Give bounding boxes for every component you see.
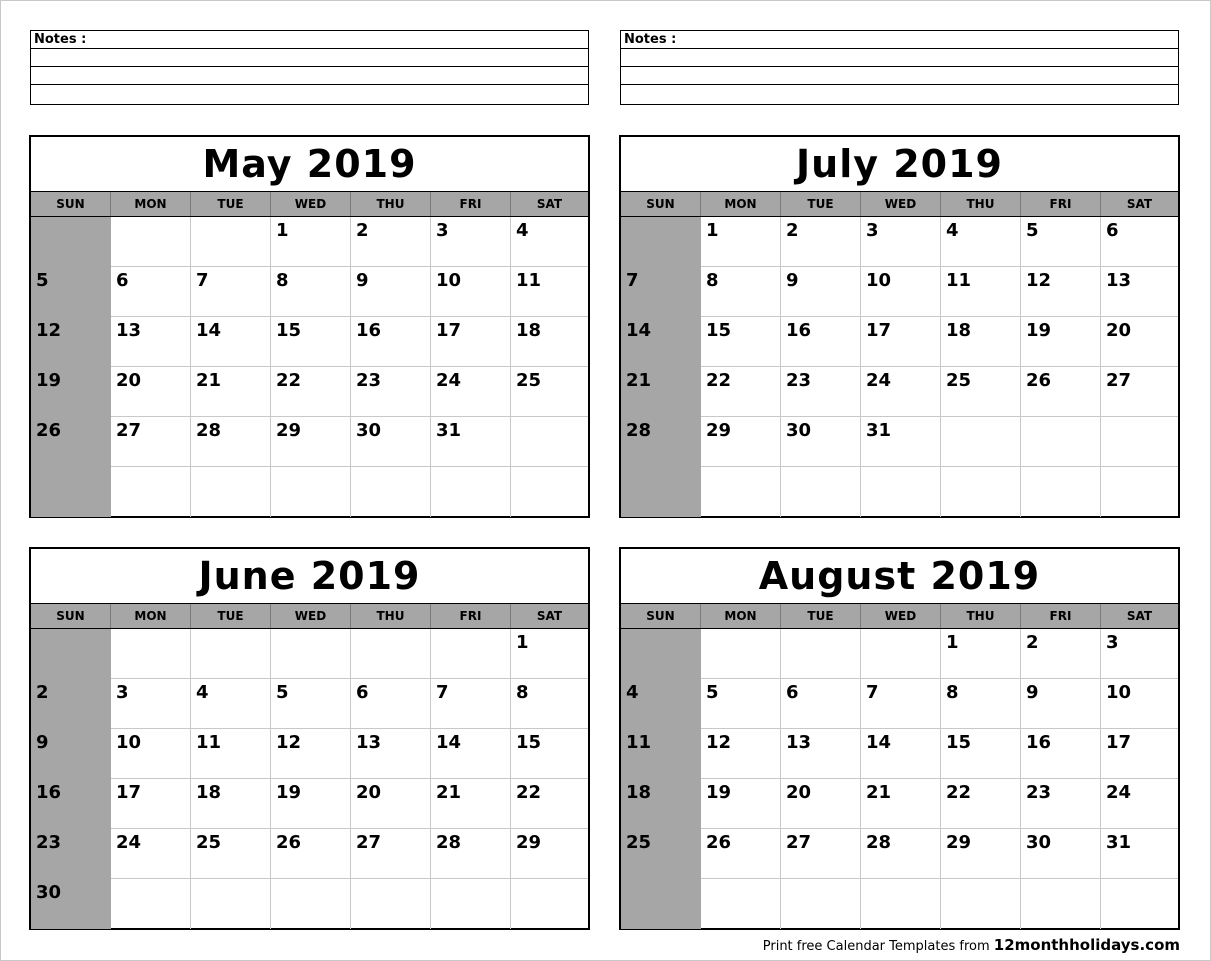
weekday-label: TUE: [781, 604, 861, 628]
weekday-label: MON: [111, 192, 191, 216]
weekday-label: FRI: [1021, 192, 1101, 216]
day-cell: 1: [511, 629, 588, 679]
day-cell: [191, 629, 271, 679]
day-cell: 10: [1101, 679, 1178, 729]
day-cell: [111, 879, 191, 929]
calendar-title: June 2019: [31, 549, 588, 604]
weekday-label: MON: [701, 192, 781, 216]
day-cell: 28: [431, 829, 511, 879]
day-cell: 11: [621, 729, 701, 779]
day-cell: 26: [1021, 367, 1101, 417]
day-cell: 15: [941, 729, 1021, 779]
day-cell: 3: [861, 217, 941, 267]
day-cell: 4: [941, 217, 1021, 267]
day-cell: 14: [861, 729, 941, 779]
day-cell: 19: [1021, 317, 1101, 367]
day-cell: [1101, 879, 1178, 929]
day-cell: 4: [511, 217, 588, 267]
calendar-june: [29, 547, 590, 930]
notes-line: [31, 85, 588, 103]
day-cell: [111, 217, 191, 267]
day-cell: 6: [111, 267, 191, 317]
day-cell: 13: [351, 729, 431, 779]
day-cell: 30: [31, 879, 111, 929]
calendar-may: [29, 135, 590, 518]
day-cell: 16: [31, 779, 111, 829]
day-cell: [1101, 467, 1178, 517]
footer-text: Print free Calendar Templates from: [762, 939, 990, 954]
day-cell: 19: [271, 779, 351, 829]
day-cell: 4: [621, 679, 701, 729]
day-cell: 1: [941, 629, 1021, 679]
day-cell: 13: [781, 729, 861, 779]
day-cell: 1: [271, 217, 351, 267]
day-cell: 16: [1021, 729, 1101, 779]
day-cell: 12: [701, 729, 781, 779]
weekday-label: SAT: [1126, 609, 1153, 623]
day-cell: 4: [191, 679, 271, 729]
calendar-title: August 2019: [621, 549, 1178, 604]
day-cell: 21: [621, 367, 701, 417]
day-cell: 26: [271, 829, 351, 879]
weekday-header: [31, 192, 588, 217]
weekday-label: THU: [941, 604, 1021, 628]
day-cell: [271, 629, 351, 679]
day-cell: [1021, 879, 1101, 929]
day-cell: 26: [701, 829, 781, 879]
day-cell: [191, 879, 271, 929]
day-grid: [31, 629, 588, 929]
weekday-label: TUE: [191, 604, 271, 628]
day-cell: 29: [701, 417, 781, 467]
day-cell: 28: [191, 417, 271, 467]
notes-box-left: [30, 30, 589, 105]
day-cell: [431, 629, 511, 679]
day-cell: 22: [271, 367, 351, 417]
day-cell: 30: [1021, 829, 1101, 879]
day-cell: 25: [941, 367, 1021, 417]
day-cell: [781, 879, 861, 929]
day-cell: 9: [1021, 679, 1101, 729]
weekday-header: [621, 192, 1178, 217]
day-cell: 6: [781, 679, 861, 729]
day-cell: 31: [431, 417, 511, 467]
weekday-label: WED: [271, 192, 351, 216]
day-cell: 15: [271, 317, 351, 367]
day-cell: 10: [431, 267, 511, 317]
day-cell: 3: [431, 217, 511, 267]
day-cell: [941, 467, 1021, 517]
day-cell: 18: [191, 779, 271, 829]
day-cell: 6: [351, 679, 431, 729]
weekday-label: THU: [351, 192, 431, 216]
day-cell: 2: [781, 217, 861, 267]
day-cell: 18: [511, 317, 588, 367]
day-cell: 29: [511, 829, 588, 879]
day-cell: 8: [271, 267, 351, 317]
day-cell: 25: [511, 367, 588, 417]
day-cell: [111, 629, 191, 679]
day-cell: 23: [1021, 779, 1101, 829]
day-cell: 5: [1021, 217, 1101, 267]
day-cell: [861, 467, 941, 517]
day-cell: 7: [621, 267, 701, 317]
day-cell: 8: [701, 267, 781, 317]
day-cell: 24: [1101, 779, 1178, 829]
day-cell: 31: [1101, 829, 1178, 879]
notes-line: [621, 85, 1178, 103]
day-cell: [511, 467, 588, 517]
day-cell: 16: [781, 317, 861, 367]
weekday-label: THU: [941, 192, 1021, 216]
day-cell: 14: [191, 317, 271, 367]
weekday-header: [621, 604, 1178, 629]
day-cell: 9: [781, 267, 861, 317]
notes-line: [31, 49, 588, 67]
day-cell: 24: [111, 829, 191, 879]
day-cell: [31, 217, 111, 267]
day-cell: 17: [111, 779, 191, 829]
day-cell: 24: [431, 367, 511, 417]
day-cell: 15: [701, 317, 781, 367]
weekday-label: WED: [861, 604, 941, 628]
day-cell: [351, 467, 431, 517]
calendar-july: [619, 135, 1180, 518]
weekday-label: WED: [861, 192, 941, 216]
day-cell: 1: [701, 217, 781, 267]
day-cell: [621, 467, 701, 517]
weekday-label: TUE: [781, 192, 861, 216]
day-cell: 20: [351, 779, 431, 829]
day-cell: 23: [351, 367, 431, 417]
day-cell: [701, 467, 781, 517]
day-cell: 16: [351, 317, 431, 367]
day-cell: 3: [1101, 629, 1178, 679]
day-cell: 5: [701, 679, 781, 729]
day-cell: 10: [111, 729, 191, 779]
day-cell: 20: [1101, 317, 1178, 367]
day-cell: [701, 629, 781, 679]
day-cell: [31, 629, 111, 679]
day-cell: 30: [781, 417, 861, 467]
day-cell: 22: [701, 367, 781, 417]
footer-credit: [763, 936, 1180, 954]
day-cell: 27: [351, 829, 431, 879]
weekday-label: THU: [351, 604, 431, 628]
day-cell: 28: [621, 417, 701, 467]
day-cell: 21: [431, 779, 511, 829]
day-cell: 18: [941, 317, 1021, 367]
day-cell: [351, 879, 431, 929]
weekday-label: SUN: [621, 604, 701, 628]
day-cell: 13: [111, 317, 191, 367]
weekday-label: SUN: [621, 192, 701, 216]
day-cell: 28: [861, 829, 941, 879]
weekday-label: TUE: [191, 192, 271, 216]
day-cell: [351, 629, 431, 679]
weekday-label: FRI: [431, 192, 511, 216]
weekday-label: SAT: [536, 197, 563, 211]
day-cell: 12: [271, 729, 351, 779]
day-cell: 5: [31, 267, 111, 317]
day-cell: 14: [621, 317, 701, 367]
notes-box-right: [620, 30, 1179, 105]
weekday-label: SAT: [536, 609, 563, 623]
day-cell: 20: [111, 367, 191, 417]
day-cell: [31, 467, 111, 517]
weekday-header: [31, 604, 588, 629]
day-cell: 9: [351, 267, 431, 317]
day-cell: 3: [111, 679, 191, 729]
day-cell: [1021, 417, 1101, 467]
day-cell: [621, 879, 701, 929]
calendar-title: May 2019: [31, 137, 588, 192]
day-cell: 27: [781, 829, 861, 879]
day-cell: [701, 879, 781, 929]
day-grid: [621, 629, 1178, 929]
day-cell: 26: [31, 417, 111, 467]
day-cell: [621, 217, 701, 267]
day-cell: 27: [1101, 367, 1178, 417]
day-cell: 27: [111, 417, 191, 467]
day-cell: 18: [621, 779, 701, 829]
day-cell: 17: [431, 317, 511, 367]
day-cell: 24: [861, 367, 941, 417]
day-cell: 20: [781, 779, 861, 829]
day-cell: [111, 467, 191, 517]
day-cell: 21: [861, 779, 941, 829]
day-cell: [941, 417, 1021, 467]
weekday-label: SAT: [1126, 197, 1153, 211]
day-cell: 5: [271, 679, 351, 729]
weekday-label: SUN: [31, 192, 111, 216]
day-cell: [861, 879, 941, 929]
day-cell: 2: [31, 679, 111, 729]
day-cell: 29: [941, 829, 1021, 879]
weekday-label: WED: [271, 604, 351, 628]
day-cell: [1021, 467, 1101, 517]
day-cell: [941, 879, 1021, 929]
day-cell: 11: [191, 729, 271, 779]
day-cell: 10: [861, 267, 941, 317]
day-cell: 11: [511, 267, 588, 317]
day-cell: 31: [861, 417, 941, 467]
weekday-label: SUN: [31, 604, 111, 628]
notes-line: [621, 67, 1178, 85]
day-cell: 23: [31, 829, 111, 879]
day-cell: 22: [511, 779, 588, 829]
day-grid: [31, 217, 588, 517]
day-cell: 29: [271, 417, 351, 467]
day-cell: [1101, 417, 1178, 467]
day-cell: 8: [941, 679, 1021, 729]
day-cell: 7: [191, 267, 271, 317]
day-cell: 2: [1021, 629, 1101, 679]
notes-line: [621, 49, 1178, 67]
day-cell: [621, 629, 701, 679]
weekday-label: FRI: [431, 604, 511, 628]
day-cell: [191, 467, 271, 517]
day-cell: [271, 467, 351, 517]
notes-label: Notes :: [31, 31, 588, 49]
day-cell: 12: [31, 317, 111, 367]
day-cell: 2: [351, 217, 431, 267]
day-cell: [781, 629, 861, 679]
weekday-label: FRI: [1021, 604, 1101, 628]
day-cell: [781, 467, 861, 517]
day-cell: 17: [1101, 729, 1178, 779]
day-cell: 6: [1101, 217, 1178, 267]
day-cell: 8: [511, 679, 588, 729]
calendar-august: [619, 547, 1180, 930]
day-cell: 22: [941, 779, 1021, 829]
day-cell: 30: [351, 417, 431, 467]
day-cell: [431, 467, 511, 517]
day-cell: 25: [621, 829, 701, 879]
day-cell: 21: [191, 367, 271, 417]
day-cell: [861, 629, 941, 679]
weekday-label: MON: [111, 604, 191, 628]
weekday-label: MON: [701, 604, 781, 628]
day-cell: 11: [941, 267, 1021, 317]
day-cell: 7: [431, 679, 511, 729]
day-cell: 19: [701, 779, 781, 829]
day-cell: 23: [781, 367, 861, 417]
day-cell: [271, 879, 351, 929]
day-cell: 15: [511, 729, 588, 779]
day-cell: [431, 879, 511, 929]
footer-site-link[interactable]: 12monthholidays.com: [993, 936, 1180, 954]
day-cell: 12: [1021, 267, 1101, 317]
day-cell: [191, 217, 271, 267]
day-grid: [621, 217, 1178, 517]
day-cell: 25: [191, 829, 271, 879]
calendar-title: July 2019: [621, 137, 1178, 192]
day-cell: [511, 417, 588, 467]
day-cell: [511, 879, 588, 929]
day-cell: 9: [31, 729, 111, 779]
day-cell: 13: [1101, 267, 1178, 317]
day-cell: 14: [431, 729, 511, 779]
day-cell: 19: [31, 367, 111, 417]
notes-label: Notes :: [621, 31, 1178, 49]
notes-line: [31, 67, 588, 85]
day-cell: 7: [861, 679, 941, 729]
day-cell: 17: [861, 317, 941, 367]
